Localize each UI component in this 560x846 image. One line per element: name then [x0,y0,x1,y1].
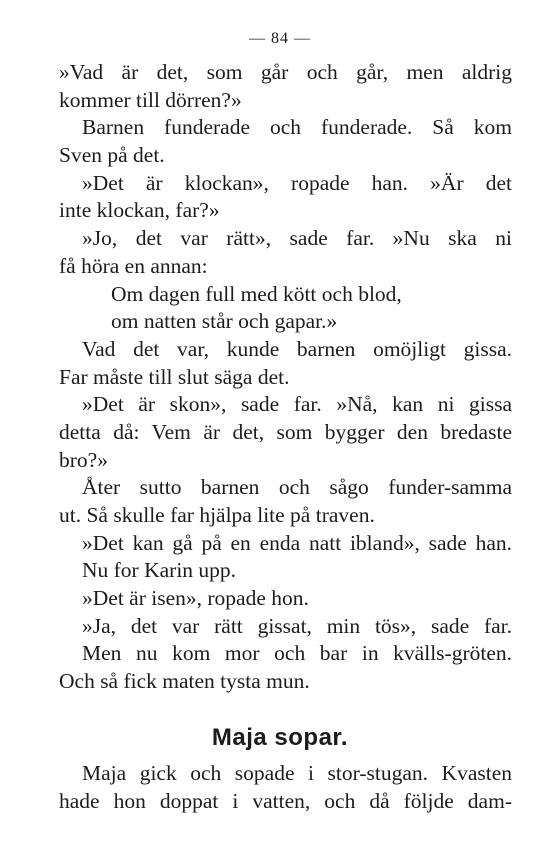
section-heading: Maja sopar. [211,724,349,751]
text-line: kommer till dörren?» [59,87,242,112]
text-line: »Det är skon», sade far. »Nå, kan ni gissa [82,392,512,417]
text-line: Far måste till slut säga det. [59,364,290,389]
text-line: »Jo, det var rätt», sade far. »Nu ska ni [82,226,512,251]
text-line: »Det är klockan», ropade han. »Är det [82,170,512,195]
text-line: »Vad är det, som går och går, men aldrig [59,60,512,84]
text-line: Och så fick maten tysta mun. [59,669,310,694]
text-line: detta då: Vem är det, som bygger den bredaste [59,419,512,444]
story-text [59,59,512,696]
section-text [59,760,512,815]
text-line: bro?» [59,447,108,472]
text-line: »Det kan gå på en enda natt ibland», sade han. [82,530,512,555]
text-line: Barnen funderade och funderade. Så kom [82,115,512,140]
text-line: hade hon doppat i vatten, och då följde dam- [59,788,512,813]
text-line: Men nu kom mor och bar in kvälls-gröten. [82,641,512,666]
page-number: — 84 — [249,30,311,47]
text-line: ut. Så skulle far hjälpa lite på traven. [59,503,375,527]
verse-line: Om dagen full med kött och blod, [111,281,402,306]
verse-line: om natten står och gapar.» [111,309,338,334]
text-line: Åter sutto barnen och sågo funder-samma [82,475,512,500]
text-line: inte klockan, far?» [59,198,220,223]
text-line: få höra en annan: [59,253,208,278]
text-line: »Det är isen», ropade hon. [82,586,309,611]
text-line: »Ja, det var rätt gissat, min tös», sade far. [82,613,512,638]
text-line: Nu for Karin upp. [82,558,237,583]
text-line: Maja gick och sopade i stor-stugan. Kvasten [82,761,512,785]
text-line: Vad det var, kunde barnen omöjligt gissa. [82,336,512,361]
text-line: Sven på det. [59,143,165,168]
